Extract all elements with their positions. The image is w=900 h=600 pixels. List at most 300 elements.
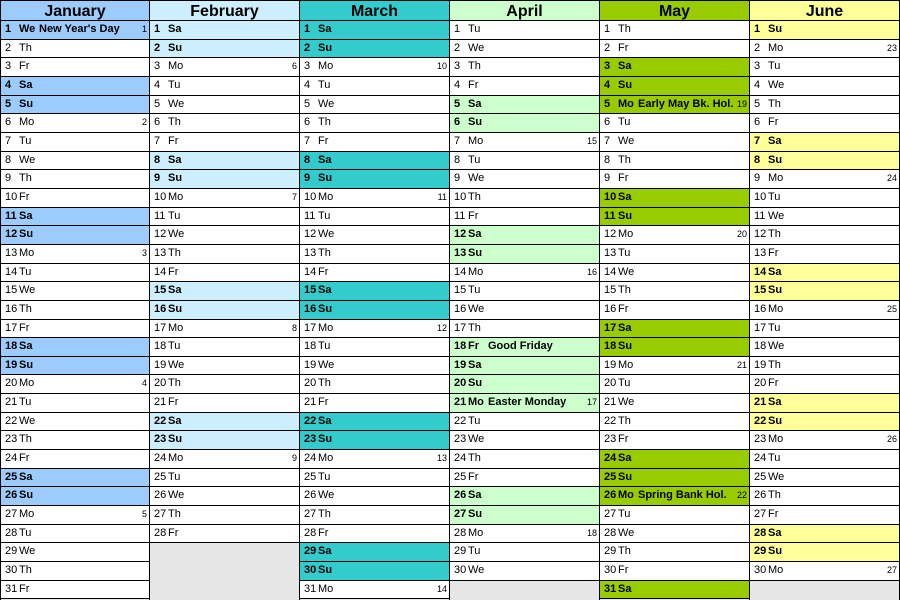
weekday-label: Tu [168,78,181,91]
day-row [750,96,899,115]
day-number: 23 [754,433,767,446]
day-row [600,170,749,189]
day-number: 22 [604,414,617,427]
day-number: 16 [304,302,317,315]
day-row [600,394,749,413]
day-row [300,338,449,357]
day-row [1,40,149,59]
weekday-label: Su [618,78,633,91]
weekday-label: Fr [19,452,30,465]
day-number: 23 [604,433,617,446]
day-number: 27 [304,508,317,521]
weekday-label: Fr [318,134,329,147]
day-number: 4 [304,78,311,91]
day-row [450,357,599,376]
day-number: 9 [454,172,461,185]
day-number: 11 [454,209,466,222]
day-row [750,208,899,227]
day-row [450,170,599,189]
day-number: 12 [5,228,18,241]
day-row [750,487,899,506]
day-row [600,189,749,208]
day-row [600,581,749,600]
weekday-label: We [768,470,785,483]
day-row [1,413,149,432]
day-row [750,58,899,77]
weekday-label: We [19,23,36,35]
day-number: 28 [5,526,18,539]
day-row [750,40,899,59]
day-row [150,301,299,320]
weekday-label: Su [318,564,333,577]
day-row [600,506,749,525]
day-row [750,357,899,376]
weekday-label: Sa [468,228,482,241]
day-number: 3 [604,60,611,73]
weekday-label: Su [318,172,333,185]
weekday-label: Sa [19,470,33,483]
day-number: 31 [5,582,18,595]
weekday-label: Tu [768,321,781,334]
day-number: 10 [154,190,167,203]
day-row [300,282,449,301]
weekday-label: Tu [468,284,481,297]
day-row [1,543,149,562]
weekday-label: Sa [468,358,482,371]
weekday-label: Sa [168,23,182,35]
weekday-label: Su [768,23,783,35]
weekday-label: We [19,153,36,166]
month-column-june [750,0,900,600]
day-row [600,450,749,469]
day-row [1,394,149,413]
weekday-label: Sa [468,489,482,502]
day-row [150,320,299,339]
day-number: 23 [304,433,317,446]
day-row [750,77,899,96]
day-number: 20 [604,377,617,390]
week-number: 25 [886,303,897,314]
weekday-label: Tu [318,340,331,353]
day-number: 28 [454,526,467,539]
weekday-label: Mo [19,116,35,129]
weekday-label: We [318,228,335,241]
weekday-label: Tu [19,396,32,409]
day-row [750,226,899,245]
day-row [450,487,599,506]
day-row [1,96,149,115]
day-row [450,245,599,264]
weekday-label: Tu [19,526,32,539]
weekday-label: Tu [318,78,331,91]
day-number: 24 [154,452,167,465]
weekday-label: Mo [318,60,334,73]
day-number: 28 [604,526,617,539]
day-row [750,525,899,544]
weekday-label: We [618,396,635,409]
day-number: 5 [304,97,311,110]
day-row [750,264,899,283]
day-number: 9 [304,172,311,185]
day-number: 18 [304,340,317,353]
day-number: 6 [754,116,761,129]
day-number: 6 [5,116,12,129]
day-number: 28 [754,526,767,539]
weekday-label: Mo [618,228,634,241]
day-number: 26 [5,489,18,502]
day-number: 22 [754,414,767,427]
weekday-label: Mo [468,396,484,409]
day-row [150,506,299,525]
day-row [600,133,749,152]
day-number: 30 [454,564,467,577]
day-row [750,543,899,562]
day-row [450,58,599,77]
day-number: 22 [5,414,18,427]
day-row [600,469,749,488]
day-row [300,264,449,283]
day-row [1,487,149,506]
day-row [150,133,299,152]
day-row [150,525,299,544]
weekday-label: Th [468,60,481,73]
weekday-label: Sa [618,190,632,203]
day-number: 19 [304,358,317,371]
month-column-february [150,0,300,600]
day-row [1,338,149,357]
weekday-label: Th [768,489,781,502]
day-number: 8 [304,153,311,166]
day-row [450,40,599,59]
weekday-label: Th [168,116,181,129]
day-row [450,506,599,525]
day-row [150,431,299,450]
weekday-label: Mo [318,321,334,334]
day-number: 12 [454,228,467,241]
day-number: 14 [454,265,467,278]
day-row [300,133,449,152]
day-row [300,450,449,469]
holiday-label: Early May Bk. Hol. [638,97,734,110]
month-column-january [0,0,150,600]
weekday-label: Sa [618,582,632,595]
day-number: 7 [454,134,461,147]
day-number: 5 [154,97,161,110]
day-row [750,245,899,264]
day-number: 21 [5,396,18,409]
day-number: 5 [754,97,761,110]
month-header: March [300,0,449,21]
day-row [300,431,449,450]
day-row [1,301,149,320]
day-row [300,581,449,600]
day-number: 16 [754,302,767,315]
weekday-label: Sa [19,209,33,222]
weekday-label: Mo [168,321,184,334]
week-number: 20 [736,229,747,240]
day-number: 11 [154,209,166,222]
weekday-label: Fr [618,302,629,315]
day-number: 18 [754,340,767,353]
day-number: 17 [5,321,18,334]
day-number: 2 [754,41,761,54]
day-number: 26 [304,489,317,502]
day-number: 22 [454,414,467,427]
day-number: 18 [154,340,167,353]
day-number: 6 [154,116,161,129]
weekday-label: Tu [618,116,631,129]
day-number: 4 [754,78,761,91]
day-number: 28 [154,526,167,539]
day-row [300,152,449,171]
day-number: 3 [754,60,761,73]
day-number: 26 [754,489,767,502]
weekday-label: We [468,302,485,315]
weekday-label: Fr [618,41,629,54]
weekday-label: Tu [468,545,481,558]
day-row [300,245,449,264]
day-row [150,338,299,357]
weekday-label: We [318,358,335,371]
day-number: 13 [754,246,767,259]
day-number: 21 [304,396,317,409]
day-number: 1 [454,23,461,35]
day-number: 29 [454,545,467,558]
day-row [150,170,299,189]
day-number: 27 [5,508,18,521]
day-row [750,21,899,40]
day-number: 7 [154,134,161,147]
weekday-label: We [168,358,185,371]
month-header: June [750,0,899,21]
day-number: 3 [454,60,461,73]
weekday-label: Mo [468,526,484,539]
day-row [150,264,299,283]
weekday-label: Su [168,172,183,185]
day-number: 4 [5,78,12,91]
day-row [150,282,299,301]
weekday-label: Sa [318,153,332,166]
weekday-label: Th [768,97,781,110]
day-row [600,21,749,40]
day-row [450,338,599,357]
weekday-label: Su [618,340,633,353]
day-number: 17 [304,321,317,334]
weekday-label: Th [19,433,32,446]
week-number: 4 [141,378,147,389]
weekday-label: Th [768,358,781,371]
day-number: 5 [604,97,611,110]
day-row [450,96,599,115]
weekday-label: Sa [168,414,182,427]
weekday-label: Sa [768,265,782,278]
day-row [150,208,299,227]
day-row [750,394,899,413]
weekday-label: Sa [168,153,182,166]
day-number: 9 [604,172,611,185]
weekday-label: Mo [168,190,184,203]
weekday-label: Sa [768,396,782,409]
day-number: 18 [5,340,18,353]
day-number: 16 [154,302,167,315]
day-number: 31 [304,582,317,595]
day-row [300,394,449,413]
weekday-label: Fr [318,265,329,278]
weekday-label: Fr [19,582,30,595]
day-row [150,487,299,506]
day-row [750,413,899,432]
day-row [450,133,599,152]
day-number: 24 [604,452,617,465]
weekday-label: Sa [618,60,632,73]
day-number: 17 [154,321,167,334]
day-number: 11 [304,209,316,222]
day-number: 27 [604,508,617,521]
weekday-label: We [618,265,635,278]
weekday-label: Tu [618,246,631,259]
day-row [750,431,899,450]
weekday-label: Th [19,302,32,315]
weekday-label: We [768,78,785,91]
weekday-label: Mo [318,190,334,203]
day-row [1,357,149,376]
weekday-label: Th [168,377,181,390]
day-row [600,58,749,77]
weekday-label: Mo [618,358,634,371]
day-number: 18 [454,340,467,353]
weekday-label: Tu [168,340,181,353]
day-row [300,487,449,506]
weekday-label: Mo [318,582,334,595]
day-number: 21 [604,396,617,409]
day-number: 3 [154,60,161,73]
weekday-label: We [618,526,635,539]
day-row [450,77,599,96]
day-number: 9 [154,172,161,185]
weekday-label: We [19,414,36,427]
day-number: 14 [5,265,18,278]
day-number: 27 [454,508,467,521]
weekday-label: Tu [318,470,331,483]
day-number: 5 [5,97,12,110]
day-number: 21 [454,396,467,409]
day-row [750,506,899,525]
weekday-label: Su [468,508,483,521]
weekday-label: Mo [19,246,35,259]
month-column-may [600,0,750,600]
day-number: 20 [454,377,467,390]
day-number: 19 [754,358,767,371]
weekday-label: Su [468,377,483,390]
day-row [450,450,599,469]
day-number: 27 [754,508,767,521]
day-number: 6 [454,116,461,129]
weekday-label: Sa [768,134,782,147]
day-row [300,357,449,376]
weekday-label: Mo [768,302,784,315]
day-row [300,320,449,339]
weekday-label: Tu [618,508,631,521]
day-row [450,525,599,544]
day-number: 24 [304,452,317,465]
day-row [450,114,599,133]
day-row [450,562,599,581]
day-number: 21 [754,396,767,409]
day-number: 1 [754,23,761,35]
day-row [300,375,449,394]
day-row [1,170,149,189]
weekday-label: Su [318,41,333,54]
weekday-label: Th [19,564,32,577]
day-row [600,114,749,133]
weekday-label: Mo [618,489,634,502]
weekday-label: Fr [618,172,629,185]
day-row [600,487,749,506]
day-row [150,152,299,171]
day-number: 15 [604,284,617,297]
day-row [750,152,899,171]
week-number: 17 [586,397,597,408]
month-column-april [450,0,600,600]
day-number: 1 [154,23,161,35]
weekday-label: Th [468,321,481,334]
day-number: 7 [604,134,611,147]
week-number: 2 [141,117,147,128]
day-row [750,469,899,488]
day-number: 20 [304,377,317,390]
day-row [600,226,749,245]
weekday-label: Fr [468,78,479,91]
day-row [450,413,599,432]
weekday-label: Su [768,414,783,427]
day-row [750,562,899,581]
day-row [750,320,899,339]
weekday-label: Mo [768,433,784,446]
day-row [1,525,149,544]
week-number: 26 [886,434,897,445]
day-number: 14 [604,265,617,278]
weekday-label: Su [768,284,783,297]
day-number: 13 [454,246,467,259]
weekday-label: Mo [768,41,784,54]
day-row [1,226,149,245]
day-row [150,40,299,59]
weekday-label: Th [618,414,631,427]
day-row [300,189,449,208]
day-number: 28 [304,526,317,539]
weekday-label: We [19,284,36,297]
weekday-label: Su [468,116,483,129]
empty-cell [750,581,899,600]
day-row [750,282,899,301]
day-number: 24 [754,452,767,465]
day-row [600,413,749,432]
day-number: 14 [304,265,317,278]
day-row [450,21,599,40]
day-number: 2 [5,41,12,54]
weekday-label: Tu [768,190,781,203]
day-number: 5 [454,97,461,110]
weekday-label: Sa [318,545,332,558]
day-number: 15 [754,284,767,297]
day-row [150,245,299,264]
weekday-label: Fr [468,340,479,353]
day-number: 10 [304,190,317,203]
day-number: 4 [604,78,611,91]
day-row [1,58,149,77]
day-row [300,506,449,525]
day-number: 24 [5,452,18,465]
